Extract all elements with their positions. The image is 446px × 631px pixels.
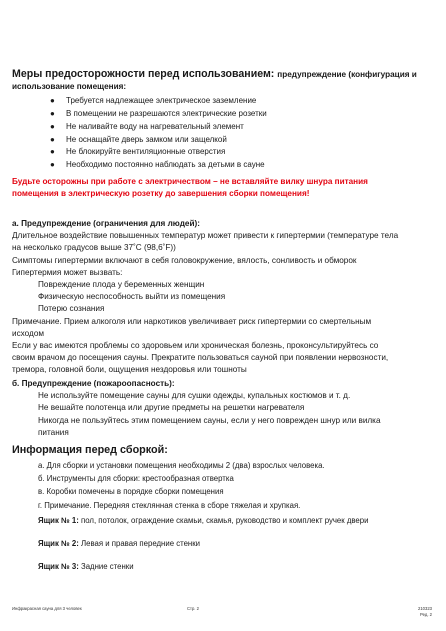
section-a-note: своим врачом до посещения сауны. Прекратите пользоваться сауной при появлении нервозности, [12, 353, 389, 363]
box-contents: Задние стенки [78, 562, 134, 571]
list-item: ● Не наливайте воду на нагревательный элемент [50, 121, 432, 134]
list-item: Не вешайте полотенца или другие предметы на решетки нагревателя [38, 403, 305, 413]
precautions-title-main: Меры предосторожности перед использованием: [12, 68, 275, 80]
footer-page-number: Стр. 2 [187, 606, 199, 611]
box-2 [12, 538, 432, 550]
precautions-section [12, 68, 432, 172]
list-item: Потерю сознания [38, 304, 105, 314]
list-item: ● Необходимо постоянно наблюдать за детьми в сауне [50, 159, 432, 172]
list-item: б. Инструменты для сборки: крестообразная отвертка [38, 474, 234, 484]
section-a-note: Если у вас имеются проблемы со здоровьем или хроническая болезнь, проконсультируйтесь со [12, 341, 379, 351]
list-item: ● Требуется надлежащее электрическое заземление [50, 95, 432, 108]
footer-revision [418, 606, 432, 618]
list-item: в. Коробки помечены в порядке сборки помещения [38, 487, 224, 497]
footer-revision-label: Ред. 2 [420, 612, 432, 617]
section-a-text: Длительное воздействие повышенных температур может привести к гипертермии (температуре тела [12, 231, 399, 241]
precautions-list [12, 95, 432, 172]
bullet-icon: ● [50, 96, 55, 106]
section-a-note: тремора, головной боли, ощущения нездоровья или тошноты [12, 365, 247, 375]
bullet-icon: ● [50, 134, 55, 144]
section-a-text: Симптомы гипертермии включают в себя головокружение, вялость, сонливость и обморок [12, 255, 357, 265]
precautions-title [12, 68, 432, 81]
footer-date-code: 210323 [418, 606, 432, 611]
footer-product: Инфракрасная сауна для 3 человек [12, 606, 82, 611]
box-label: Ящик № 3: [38, 562, 79, 571]
precautions-title-suffix: предупреждение (конфигурация и [277, 70, 417, 79]
list-item: ● Не оснащайте дверь замком или защелкой [50, 134, 432, 147]
list-item: Повреждение плода у беременных женщин [38, 280, 205, 290]
section-a-text: на несколько градусов выше 37˚C (98,6˚F)) [12, 243, 176, 253]
list-item: Не используйте помещение сауны для сушки одежды, купальных костюмов и т. д. [38, 391, 351, 401]
section-a-note: Примечание. Прием алкоголя или наркотиков увеличивает риск гипертермии со смертельным [12, 316, 372, 326]
list-item: ● В помещении не разрешаются электрические розетки [50, 108, 432, 121]
box-contents: Левая и правая передние стенки [78, 539, 200, 548]
section-b [12, 378, 432, 439]
section-a-text: Гипертермия может вызвать: [12, 267, 123, 277]
electric-warning [12, 176, 432, 200]
section-b-heading: б. Предупреждение (пожароопасность): [12, 379, 175, 388]
list-item: а. Для сборки и установки помещения необходимы 2 (два) взрослых человека. [38, 461, 325, 470]
bullet-icon: ● [50, 147, 55, 157]
bullet-icon: ● [50, 160, 55, 170]
assembly-section [12, 444, 432, 512]
electric-warning-line1: Будьте осторожны при работе с электричеством – не вставляйте вилку шнура питания [12, 177, 368, 186]
electric-warning-line2: помещения в электрическую розетку до завершения сборки помещения! [12, 189, 310, 198]
list-item: питания [38, 427, 69, 437]
box-contents: пол, потолок, ограждение скамьи, скамья, руководство и комплект ручек двери [78, 516, 369, 525]
list-item: Никогда не пользуйтесь этим помещением сауны, если у него поврежден шнур или вилка [38, 415, 381, 425]
box-label: Ящик № 1: [38, 516, 79, 525]
precautions-title-line2: использование помещения: [12, 82, 127, 91]
bullet-icon: ● [50, 121, 55, 131]
list-item: Физическую неспособность выйти из помещения [38, 292, 226, 302]
box-3 [12, 561, 432, 573]
section-a [12, 218, 432, 377]
list-item: ● Не блокируйте вентиляционные отверстия [50, 146, 432, 159]
section-a-heading: a. Предупреждение (ограничения для людей): [12, 219, 200, 228]
box-label: Ящик № 2: [38, 539, 79, 548]
box-1 [12, 515, 432, 527]
section-a-note: исходом [12, 328, 45, 338]
bullet-icon: ● [50, 109, 55, 118]
assembly-heading: Информация перед сборкой: [12, 444, 168, 456]
list-item: г. Примечание. Передняя стеклянная стенка в сборе тяжелая и хрупкая. [38, 500, 301, 510]
